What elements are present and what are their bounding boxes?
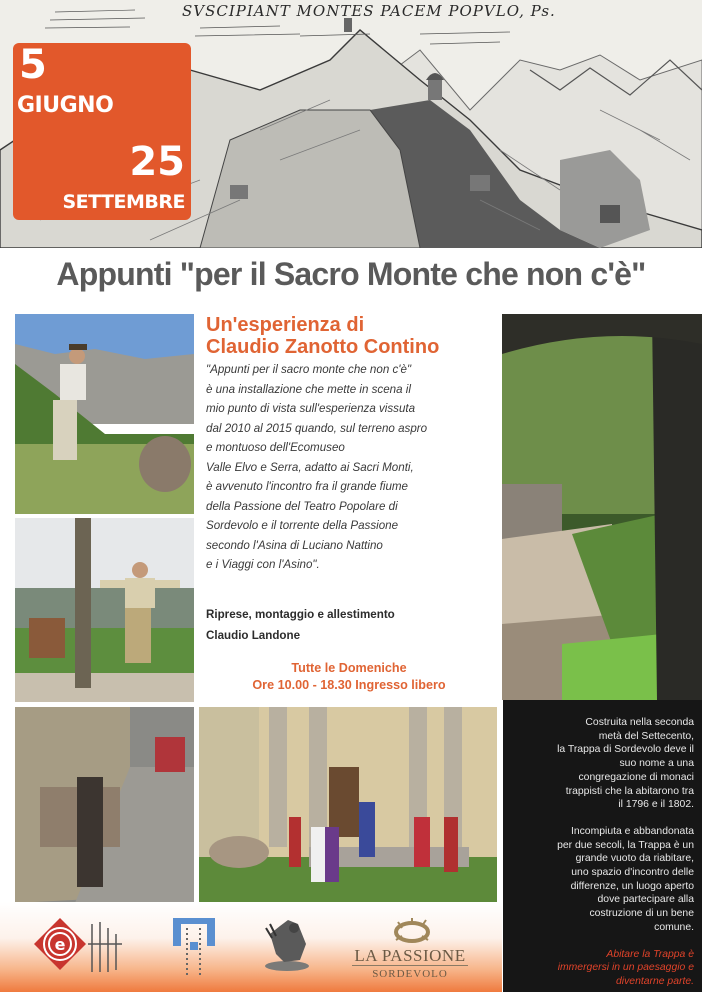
side-line: Abitare la Trappa è (606, 948, 694, 960)
photo-trappa (502, 314, 702, 700)
photo-man-arms-outstretched (15, 518, 194, 702)
start-day: 5 (19, 42, 47, 88)
body-line: dal 2010 al 2015 quando, sul terreno aspro (206, 421, 428, 435)
credits-role: Riprese, montaggio e allestimento (206, 608, 395, 621)
schedule-hours: Ore 10.00 - 18.30 Ingresso libero (252, 678, 446, 692)
heading-line-1: Un'esperienza di (206, 314, 365, 336)
side-line: Incompiuta e abbandonata (570, 825, 694, 837)
page-title: Appunti "per il Sacro Monte che non c'è" (56, 256, 646, 292)
side-line: comune. (654, 921, 694, 933)
schedule (200, 660, 498, 694)
description-heading (206, 314, 496, 358)
description-body (206, 360, 498, 575)
body-line: secondo l'Asina di Luciano Nattino (206, 538, 383, 552)
body-line: e montuoso dell'Ecomuseo (206, 441, 345, 454)
side-line: il 1796 e il 1802. (618, 799, 694, 811)
side-line: Costruita nella seconda (585, 717, 694, 728)
side-line: immergersi in un paesaggio e (557, 962, 694, 974)
side-line: costruzione di un bene (589, 908, 694, 920)
body-line: Valle Elvo e Serra, adatto ai Sacri Monti, (206, 460, 414, 474)
body-line: è avvenuto l'incontro fra il grande fiume (206, 480, 408, 493)
side-line: uno spazio d'incontro delle (571, 867, 694, 879)
start-month: GIUGNO (17, 93, 114, 118)
body-line: della Passione del Teatro Popolare di (206, 499, 398, 513)
asino-logo-icon (262, 914, 312, 974)
schedule-days: Tutte le Domeniche (291, 661, 407, 675)
side-panel-text (505, 716, 694, 1002)
body-line: è una installazione che mette in scena il (206, 382, 411, 396)
side-paragraph-3 (505, 948, 694, 989)
body-line: "Appunti per il sacro monte che non c'è" (206, 363, 412, 376)
la-passione-logo (352, 947, 468, 980)
credits-name: Claudio Landone (206, 629, 301, 642)
side-line: la Trappa di Sordevolo deve il (557, 744, 694, 756)
side-line: trappisti che la abitarono tra (565, 785, 694, 797)
side-line: metà del Settecento, (598, 730, 694, 742)
side-line: differenze, un luogo aperto (570, 880, 694, 892)
la-passione-subtitle: SORDEVOLO (372, 968, 448, 980)
end-month: SETTEMBRE (62, 191, 185, 213)
photo-man-donkey-mountains (15, 314, 194, 514)
date-badge (13, 43, 191, 220)
side-paragraph-2 (505, 825, 694, 935)
crown-of-thorns-icon (392, 916, 432, 946)
body-line: e i Viaggi con l'Asino". (206, 558, 320, 571)
la-passione-title: LA PASSIONE (352, 947, 468, 966)
svg-text:e: e (54, 935, 66, 954)
side-line: grande vuoto da riabitare, (575, 853, 694, 865)
side-line: congregazione di monaci (578, 771, 694, 783)
side-line: suo nome a una (619, 758, 694, 770)
side-line: diventarne parte. (616, 975, 694, 987)
photo-chapel-scene (199, 707, 497, 903)
end-day: 25 (129, 139, 185, 185)
ecomuseo-logo-icon (30, 914, 126, 978)
body-line: Sordevolo e il torrente della Passione (206, 519, 399, 532)
side-paragraph-1 (505, 716, 694, 812)
credits (206, 604, 498, 646)
side-line: dove partecipare alla (597, 894, 694, 906)
photo-donkey-alley (15, 707, 194, 903)
side-line: per due secoli, la Trappa è un (557, 839, 694, 851)
body-line: mio punto di vista sull'esperienza vissuta (206, 402, 416, 415)
heading-line-2: Claudio Zanotto Contino (206, 336, 440, 358)
building-logo-icon (173, 918, 215, 980)
engraving-caption: SVSCIPIANT MONTES PACEM POPVLO, Ps. (182, 2, 556, 20)
